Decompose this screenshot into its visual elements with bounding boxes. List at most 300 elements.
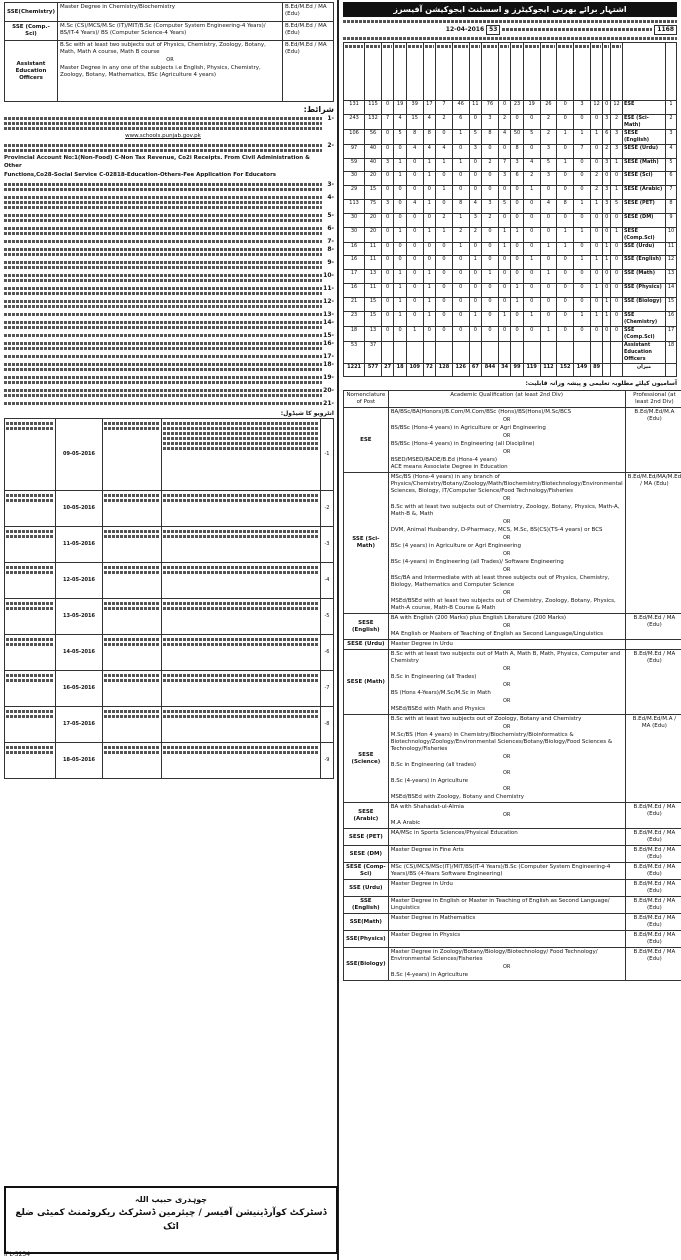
vacancy-cell: 0 [381, 311, 393, 326]
vacancy-cell: 0 [590, 213, 602, 227]
condition-number: -4 [327, 194, 334, 201]
vacancy-cell: 3 [540, 172, 557, 186]
total-cell: 89 [590, 363, 602, 377]
website-link[interactable]: www.schools.punjab.gov.pk [125, 133, 201, 139]
total-cell: 18 [394, 363, 406, 377]
vacancy-cell: 0 [498, 297, 510, 311]
condition-number: -5 [327, 212, 334, 219]
vacancy-cell: 4 [498, 129, 510, 144]
vacancy-cell: 1 [436, 227, 453, 242]
total-cell: 149 [574, 363, 591, 377]
or-text: OR [502, 551, 511, 558]
vacancy-cell: 0 [469, 297, 481, 311]
vacancy-cell: 0 [423, 213, 435, 227]
vacancy-cell: 0 [436, 270, 453, 284]
vacancy-number: 3 [666, 129, 677, 144]
professional-qualification: B.Ed/M.Ed/M.A / MA (Edu) [625, 715, 681, 803]
vacancy-cell: 3 [469, 144, 481, 158]
vacancy-cell: 0 [557, 213, 574, 227]
vacancy-cell: 1 [436, 158, 453, 172]
qualification-post: SSE(Math) [344, 914, 389, 931]
vacancy-cell: 0 [574, 213, 591, 227]
qualification-text: M.Sc (CS)/MCS/M.Sc (IT)/MIT/B.Sc (Computer System Engineering-4 Years)/ BS/IT-4 Years)/ BS (Computer Science-4 Years) [59, 23, 266, 36]
vacancy-cell: 0 [603, 326, 611, 341]
vacancy-cell: 0 [540, 256, 557, 270]
vacancy-cell: 1 [498, 227, 510, 242]
vacancy-cell: 0 [540, 213, 557, 227]
vacancy-cell: 0 [394, 186, 406, 200]
qualification-cell [57, 22, 282, 41]
vacancy-cell: 0 [511, 114, 523, 129]
academic-item: BA with Shahadat-ul-Almia [390, 804, 465, 811]
vacancy-count: 1168 [654, 25, 677, 35]
academic-item: BSc (4-years) in Engineering (all Trades)/ Software Engineering [390, 559, 564, 566]
vacancy-number: 18 [666, 341, 677, 363]
qualification-row [344, 846, 681, 863]
vacancy-row [344, 242, 677, 256]
vacancy-cell: 0 [557, 270, 574, 284]
vacancy-cell: 0 [394, 256, 406, 270]
vacancy-cell: 1 [423, 297, 435, 311]
vacancy-cell: 3 [482, 114, 499, 129]
vacancy-cell: 1 [511, 283, 523, 297]
qualification-row [344, 715, 681, 803]
interview-date: 10-05-2016 [56, 491, 103, 527]
schedule-number: -4 [321, 563, 334, 599]
vacancy-cell: 11 [469, 101, 481, 115]
vacancy-cell: 0 [540, 297, 557, 311]
vacancy-cell: 1 [611, 158, 623, 172]
vacancy-cell [557, 341, 574, 363]
vacancy-post: ESE [623, 101, 666, 115]
qualification-text: Master Degree in Chemistry/Biochemistry [59, 4, 175, 10]
academic-cell [388, 715, 625, 803]
vacancy-header-row [344, 43, 677, 101]
vacancy-cell: 0 [498, 326, 510, 341]
vacancy-cell: 113 [344, 199, 365, 213]
top-table-row [5, 22, 334, 41]
vacancy-cell: 5 [523, 129, 540, 144]
interview-date: 17-05-2016 [56, 707, 103, 743]
vacancy-cell: 0 [469, 283, 481, 297]
vacancy-cell: 0 [482, 297, 499, 311]
vacancy-cell: 0 [611, 256, 623, 270]
schedule-row [5, 563, 334, 599]
vacancy-cell: 0 [511, 311, 523, 326]
vacancy-row [344, 186, 677, 200]
professional-qualification: B.Ed/M.Ed / MA (Edu) [625, 914, 681, 931]
vacancy-cell [482, 341, 499, 363]
post-name: SSE (Comp.-Sci) [5, 22, 58, 41]
vacancy-cell: 0 [406, 213, 423, 227]
vacancy-cell: 8 [511, 144, 523, 158]
vacancy-cell: 0 [557, 114, 574, 129]
vacancy-cell: 0 [511, 199, 523, 213]
vacancy-cell: 0 [381, 256, 393, 270]
interview-date: 14-05-2016 [56, 635, 103, 671]
qualification-post: SSE (Urdu) [344, 880, 389, 897]
vacancy-cell: 3 [498, 172, 510, 186]
vacancy-cell: 0 [381, 297, 393, 311]
vacancy-cell: 1 [394, 311, 406, 326]
vacancy-number: 6 [666, 172, 677, 186]
condition-number: -2 [327, 142, 334, 149]
or-text: OR [502, 698, 511, 705]
vacancy-cell: 1 [452, 129, 469, 144]
vacancy-number: 12 [666, 256, 677, 270]
condition-item [4, 374, 334, 386]
or-text: OR [502, 535, 511, 542]
vacancy-cell [381, 341, 393, 363]
condition-item [4, 361, 334, 373]
vacancy-cell: 0 [511, 256, 523, 270]
vacancy-cell: 0 [498, 270, 510, 284]
vacancy-row [344, 101, 677, 115]
vacancy-cell: 75 [365, 199, 382, 213]
vacancy-cell: 1 [423, 172, 435, 186]
account-line-1: Provincial Account No:1(Non-Food) C-Non Tax Revenue, Co2i Receipts. From Civil Administration & Other [4, 155, 310, 169]
vacancy-cell: 0 [469, 172, 481, 186]
vacancy-cell: 1 [557, 227, 574, 242]
vacancy-number: 10 [666, 227, 677, 242]
vacancy-cell: 0 [523, 213, 540, 227]
vacancy-cell: 0 [406, 242, 423, 256]
vacancy-cell: 1 [523, 186, 540, 200]
academic-item: DVM, Animal Husbandry, D-Pharmacy, MCS, M.Sc, BS(CS)(TS-4 years) or BCS [390, 527, 603, 534]
vacancy-cell: 1 [498, 311, 510, 326]
vacancy-cell: 0 [511, 270, 523, 284]
vacancy-cell: 0 [469, 186, 481, 200]
condition-number: -9 [327, 259, 334, 266]
vacancy-cell: 0 [469, 242, 481, 256]
vacancy-cell: 1 [423, 311, 435, 326]
vacancy-row [344, 158, 677, 172]
header-post: Nomenclature of Post [344, 391, 389, 408]
vacancy-cell: 0 [381, 144, 393, 158]
condition-number: -17 [323, 353, 334, 360]
vacancy-cell: 1 [423, 270, 435, 284]
condition-item [4, 340, 334, 352]
vacancy-cell [469, 341, 481, 363]
vacancy-cell: 0 [557, 186, 574, 200]
qualification-text: B.Sc with at least two subjects out of Physics, Chemistry, Zoology, Botany, Math, Math A course, Math B course [59, 42, 266, 55]
vacancy-cell: 1 [406, 326, 423, 341]
vacancy-cell: 8 [452, 199, 469, 213]
vacancy-cell: 1 [423, 227, 435, 242]
vacancy-cell: 0 [574, 297, 591, 311]
vacancy-cell: 0 [523, 199, 540, 213]
vacancy-cell: 0 [482, 326, 499, 341]
vacancy-number: 5 [666, 158, 677, 172]
academic-cell [388, 473, 625, 614]
conditions-block [4, 115, 334, 407]
vacancy-cell: 3 [603, 186, 611, 200]
condition-item [4, 311, 334, 318]
academic-item: B.Sc in Engineering (all trades) [390, 762, 476, 769]
vacancy-cell: 7 [436, 101, 453, 115]
vacancy-number: 4 [666, 144, 677, 158]
signature-footer [4, 1186, 338, 1254]
vacancy-cell: 37 [365, 341, 382, 363]
vacancy-total-row [344, 363, 677, 377]
vacancy-cell: 0 [469, 270, 481, 284]
vacancy-cell: 1 [523, 311, 540, 326]
qualification-post: SESE (PET) [344, 829, 389, 846]
vacancy-row [344, 256, 677, 270]
vacancy-cell: 12 [611, 101, 623, 115]
professional-qualification: B.Ed/M.Ed/M.A (Edu) [625, 408, 681, 473]
vacancy-cell: 20 [365, 213, 382, 227]
qualification-row [344, 948, 681, 981]
vacancy-cell: 1 [603, 311, 611, 326]
vacancy-cell: 1 [574, 199, 591, 213]
academic-cell [388, 863, 625, 880]
vacancy-cell [540, 341, 557, 363]
vacancy-cell: 0 [482, 242, 499, 256]
professional-cell: B.Ed/M.Ed / MA (Edu) [283, 22, 334, 41]
academic-item: BA with English (200 Marks) plus English Literature (200 Marks) [390, 615, 567, 622]
vacancy-cell: 5 [540, 158, 557, 172]
vacancy-cell: 1 [557, 158, 574, 172]
condition-number: -11 [323, 285, 334, 292]
vacancy-cell: 1 [394, 227, 406, 242]
condition-number: -8 [327, 246, 334, 253]
academic-cell [388, 829, 625, 846]
vacancy-post: SSE (Urdu) [623, 242, 666, 256]
qualification-post: SESE (Science) [344, 715, 389, 803]
vacancy-cell: 59 [344, 158, 365, 172]
vacancy-row [344, 270, 677, 284]
condition-item [4, 298, 334, 310]
vacancy-post: SESE (Math) [623, 158, 666, 172]
left-column [4, 2, 334, 1254]
condition-number: -15 [323, 332, 334, 339]
vacancy-cell: 1 [590, 283, 602, 297]
vacancy-cell: 2 [590, 186, 602, 200]
schedule-row [5, 419, 334, 491]
vacancy-cell: 0 [436, 199, 453, 213]
vacancy-cell: 50 [511, 129, 523, 144]
qualification-table [343, 390, 681, 981]
schedule-row [5, 635, 334, 671]
vacancy-cell: 0 [381, 129, 393, 144]
vacancy-row [344, 144, 677, 158]
vacancy-cell: 1 [482, 270, 499, 284]
vacancy-cell: 2 [436, 213, 453, 227]
vacancy-cell: 1 [523, 256, 540, 270]
vacancy-cell: 15 [365, 311, 382, 326]
vacancy-cell: 0 [523, 283, 540, 297]
qualification-row [344, 408, 681, 473]
vacancy-cell: 0 [557, 172, 574, 186]
vacancy-cell: 40 [365, 158, 382, 172]
qualification-row [344, 880, 681, 897]
condition-item [4, 225, 334, 237]
vacancy-cell: 0 [381, 172, 393, 186]
column-divider [337, 0, 339, 1260]
vacancy-cell: 29 [344, 186, 365, 200]
vacancy-cell: 3 [603, 158, 611, 172]
vacancy-cell: 1 [540, 270, 557, 284]
vacancy-cell: 1 [394, 297, 406, 311]
academic-item: Master Degree in Fine Arts [390, 847, 464, 854]
condition-number: -6 [327, 225, 334, 232]
vacancy-row [344, 227, 677, 242]
professional-qualification: B.Ed/M.Ed / MA (Edu) [625, 897, 681, 914]
or-text: OR [502, 449, 511, 456]
vacancy-cell: 0 [557, 326, 574, 341]
or-text: OR [502, 682, 511, 689]
vacancy-cell: 0 [436, 326, 453, 341]
vacancy-cell: 0 [611, 283, 623, 297]
vacancy-cell: 1 [469, 311, 481, 326]
vacancy-cell: 5 [394, 129, 406, 144]
vacancy-cell [498, 341, 510, 363]
interview-schedule-table [4, 418, 334, 779]
vacancy-cell: 0 [482, 172, 499, 186]
qualification-header-row [344, 391, 681, 408]
vacancy-cell: 4 [523, 158, 540, 172]
total-cell: 99 [511, 363, 523, 377]
vacancy-cell: 0 [406, 297, 423, 311]
vacancy-cell: 21 [344, 297, 365, 311]
vacancy-cell [611, 341, 623, 363]
vacancy-cell: 3 [381, 199, 393, 213]
header-academic: Academic Qualification (at least 2nd Div) [388, 391, 625, 408]
vacancy-cell: 3 [611, 129, 623, 144]
interview-date: 13-05-2016 [56, 599, 103, 635]
vacancy-cell [394, 341, 406, 363]
or-text: OR [502, 623, 511, 630]
vacancy-cell: 4 [540, 199, 557, 213]
or-text: OR [502, 433, 511, 440]
academic-item: BSc/BA and Intermediate with at least three subjects out of Physics, Chemistry, Biology, Mathematics and Computer Science [390, 575, 610, 589]
vacancy-cell: 0 [523, 297, 540, 311]
vacancy-cell [511, 341, 523, 363]
professional-qualification: B.Ed/M.Ed / MA (Edu) [625, 829, 681, 846]
academic-cell [388, 650, 625, 715]
academic-cell [388, 931, 625, 948]
qualification-row [344, 914, 681, 931]
condition-number: -18 [323, 361, 334, 368]
vacancy-cell: 0 [574, 326, 591, 341]
vacancy-cell: 0 [498, 144, 510, 158]
vacancy-cell [436, 341, 453, 363]
academic-cell [388, 948, 625, 981]
vacancy-cell: 0 [394, 242, 406, 256]
qualification-row [344, 650, 681, 715]
vacancy-cell: 1 [511, 227, 523, 242]
vacancy-post: SSE (Physics) [623, 283, 666, 297]
vacancy-number: 13 [666, 270, 677, 284]
vacancy-cell: 0 [452, 144, 469, 158]
vacancy-cell: 26 [540, 101, 557, 115]
professional-qualification: B.Ed/M.Ed / MA (Edu) [625, 948, 681, 981]
vacancy-cell: 0 [406, 158, 423, 172]
vacancy-cell: 15 [365, 297, 382, 311]
vacancy-cell: 1 [603, 297, 611, 311]
academic-item: Master Degree in English or Master in Teaching of English as Second Language/ Linguistics [390, 898, 610, 912]
vacancy-cell [590, 341, 602, 363]
condition-number: -1 [327, 115, 334, 122]
vacancy-cell: 0 [557, 256, 574, 270]
vacancy-cell: 56 [365, 129, 382, 144]
vacancy-cell: 17 [344, 270, 365, 284]
total-cell: 844 [482, 363, 499, 377]
or-text: OR [502, 590, 511, 597]
vacancy-cell: 1 [557, 242, 574, 256]
vacancy-cell: 5 [611, 199, 623, 213]
condition-item [4, 246, 334, 258]
or-text: OR [502, 754, 511, 761]
vacancy-cell: 3 [574, 101, 591, 115]
condition-number: -14 [323, 319, 334, 326]
condition-number: -21 [323, 400, 334, 407]
officer-title: ڈسٹرکٹ کوآرڈینیشن آفیسر / چیئرمین ڈسٹرکٹ ریکروٹمنٹ کمیٹی ضلع اٹک [15, 1208, 327, 1232]
schedule-number: -8 [321, 707, 334, 743]
vacancy-cell: 23 [344, 311, 365, 326]
vacancy-cell: 0 [436, 129, 453, 144]
vacancy-cell: 0 [603, 270, 611, 284]
vacancy-row [344, 129, 677, 144]
qualification-cell [57, 41, 282, 102]
vacancy-cell: 0 [611, 213, 623, 227]
vacancy-cell: 13 [365, 270, 382, 284]
vacancy-cell: 30 [344, 172, 365, 186]
vacancy-cell: 0 [523, 227, 540, 242]
academic-item: Master Degree in Mathematics [390, 915, 476, 922]
academic-item: MSEd/BSEd with at least two subjects out of Chemistry, Zoology, Botany, Physics, Math-A course, Math-B Course & Math [390, 598, 616, 612]
qualification-row [344, 863, 681, 880]
vacancy-cell: 1 [394, 158, 406, 172]
qualification-row [344, 897, 681, 914]
condition-number: -10 [323, 272, 334, 279]
post-name: SSE(Chemistry) [5, 3, 58, 22]
or-text: OR [502, 964, 511, 971]
or-text: OR [502, 496, 511, 503]
vacancy-cell: 0 [498, 283, 510, 297]
vacancy-cell: 0 [423, 326, 435, 341]
total-cell: 152 [557, 363, 574, 377]
vacancy-cell: 0 [452, 270, 469, 284]
professional-qualification: B.Ed/M.Ed / MA (Edu) [625, 846, 681, 863]
vacancy-cell: 11 [365, 242, 382, 256]
academic-cell [388, 408, 625, 473]
or-text: OR [502, 786, 511, 793]
vacancy-cell: 0 [436, 297, 453, 311]
vacancy-cell: 6 [603, 129, 611, 144]
vacancy-number: 2 [666, 114, 677, 129]
vacancy-cell: 0 [590, 326, 602, 341]
academic-item: BS/BSc (Hons-4 years) in Engineering (all Discipline) [390, 441, 535, 448]
vacancy-cell: 0 [511, 213, 523, 227]
professional-qualification: B.Ed/M.Ed/MA/M.Ed / MA (Edu) [625, 473, 681, 614]
vacancy-cell: 1 [590, 256, 602, 270]
vacancy-cell: 2 [611, 114, 623, 129]
vacancy-distribution-table [343, 42, 677, 377]
vacancy-post: SESE (PET) [623, 199, 666, 213]
vacancy-cell: 132 [365, 114, 382, 129]
academic-item: B.Sc with at least two subjects out of Chemistry, Zoology, Botany, Physics, Math-A, Math-B &, Math [390, 504, 620, 518]
vacancy-cell: 2 [540, 129, 557, 144]
vacancy-cell: 0 [603, 172, 611, 186]
qualification-post: SSE(Physics) [344, 931, 389, 948]
vacancy-cell: 0 [574, 186, 591, 200]
vacancy-number: 1 [666, 101, 677, 115]
qualification-row [344, 803, 681, 829]
vacancy-cell: 0 [557, 144, 574, 158]
vacancy-cell: 0 [590, 158, 602, 172]
